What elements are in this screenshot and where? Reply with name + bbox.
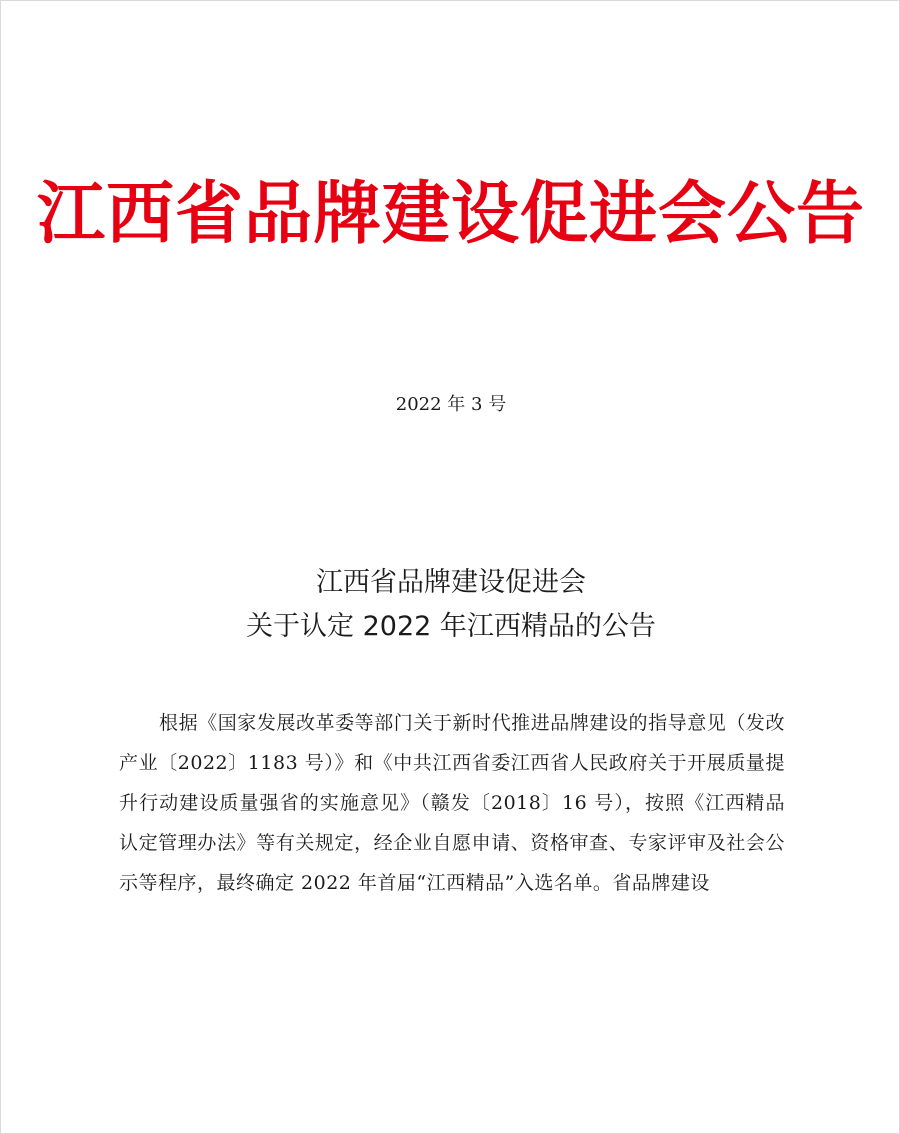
title-line-2: 关于认定 2022 年江西精品的公告 <box>246 611 656 642</box>
body-paragraph-container <box>119 703 785 903</box>
document-number: 2022 年 3 号 <box>395 394 507 415</box>
title-line-1: 江西省品牌建设促进会 <box>316 567 586 598</box>
body-paragraph: 根据《国家发展改革委等部门关于新时代推进品牌建设的指导意见（发改产业〔2022〕1183 号）》和《中共江西省委江西省人民政府关于开展质量提升行动建设质量强省的实施意见》（赣发〔2018〕16 号），按照《江西精品认定管理办法》等有关规定，经企业自愿申请、资格审查、专家评审及社会公示等程序，最终确定 2022 年首届“江西精品”入选名单。省品牌建设 <box>119 712 785 894</box>
masthead-title: 江西省品牌建设促进会公告 <box>36 174 865 254</box>
announcement-title <box>1 561 900 649</box>
